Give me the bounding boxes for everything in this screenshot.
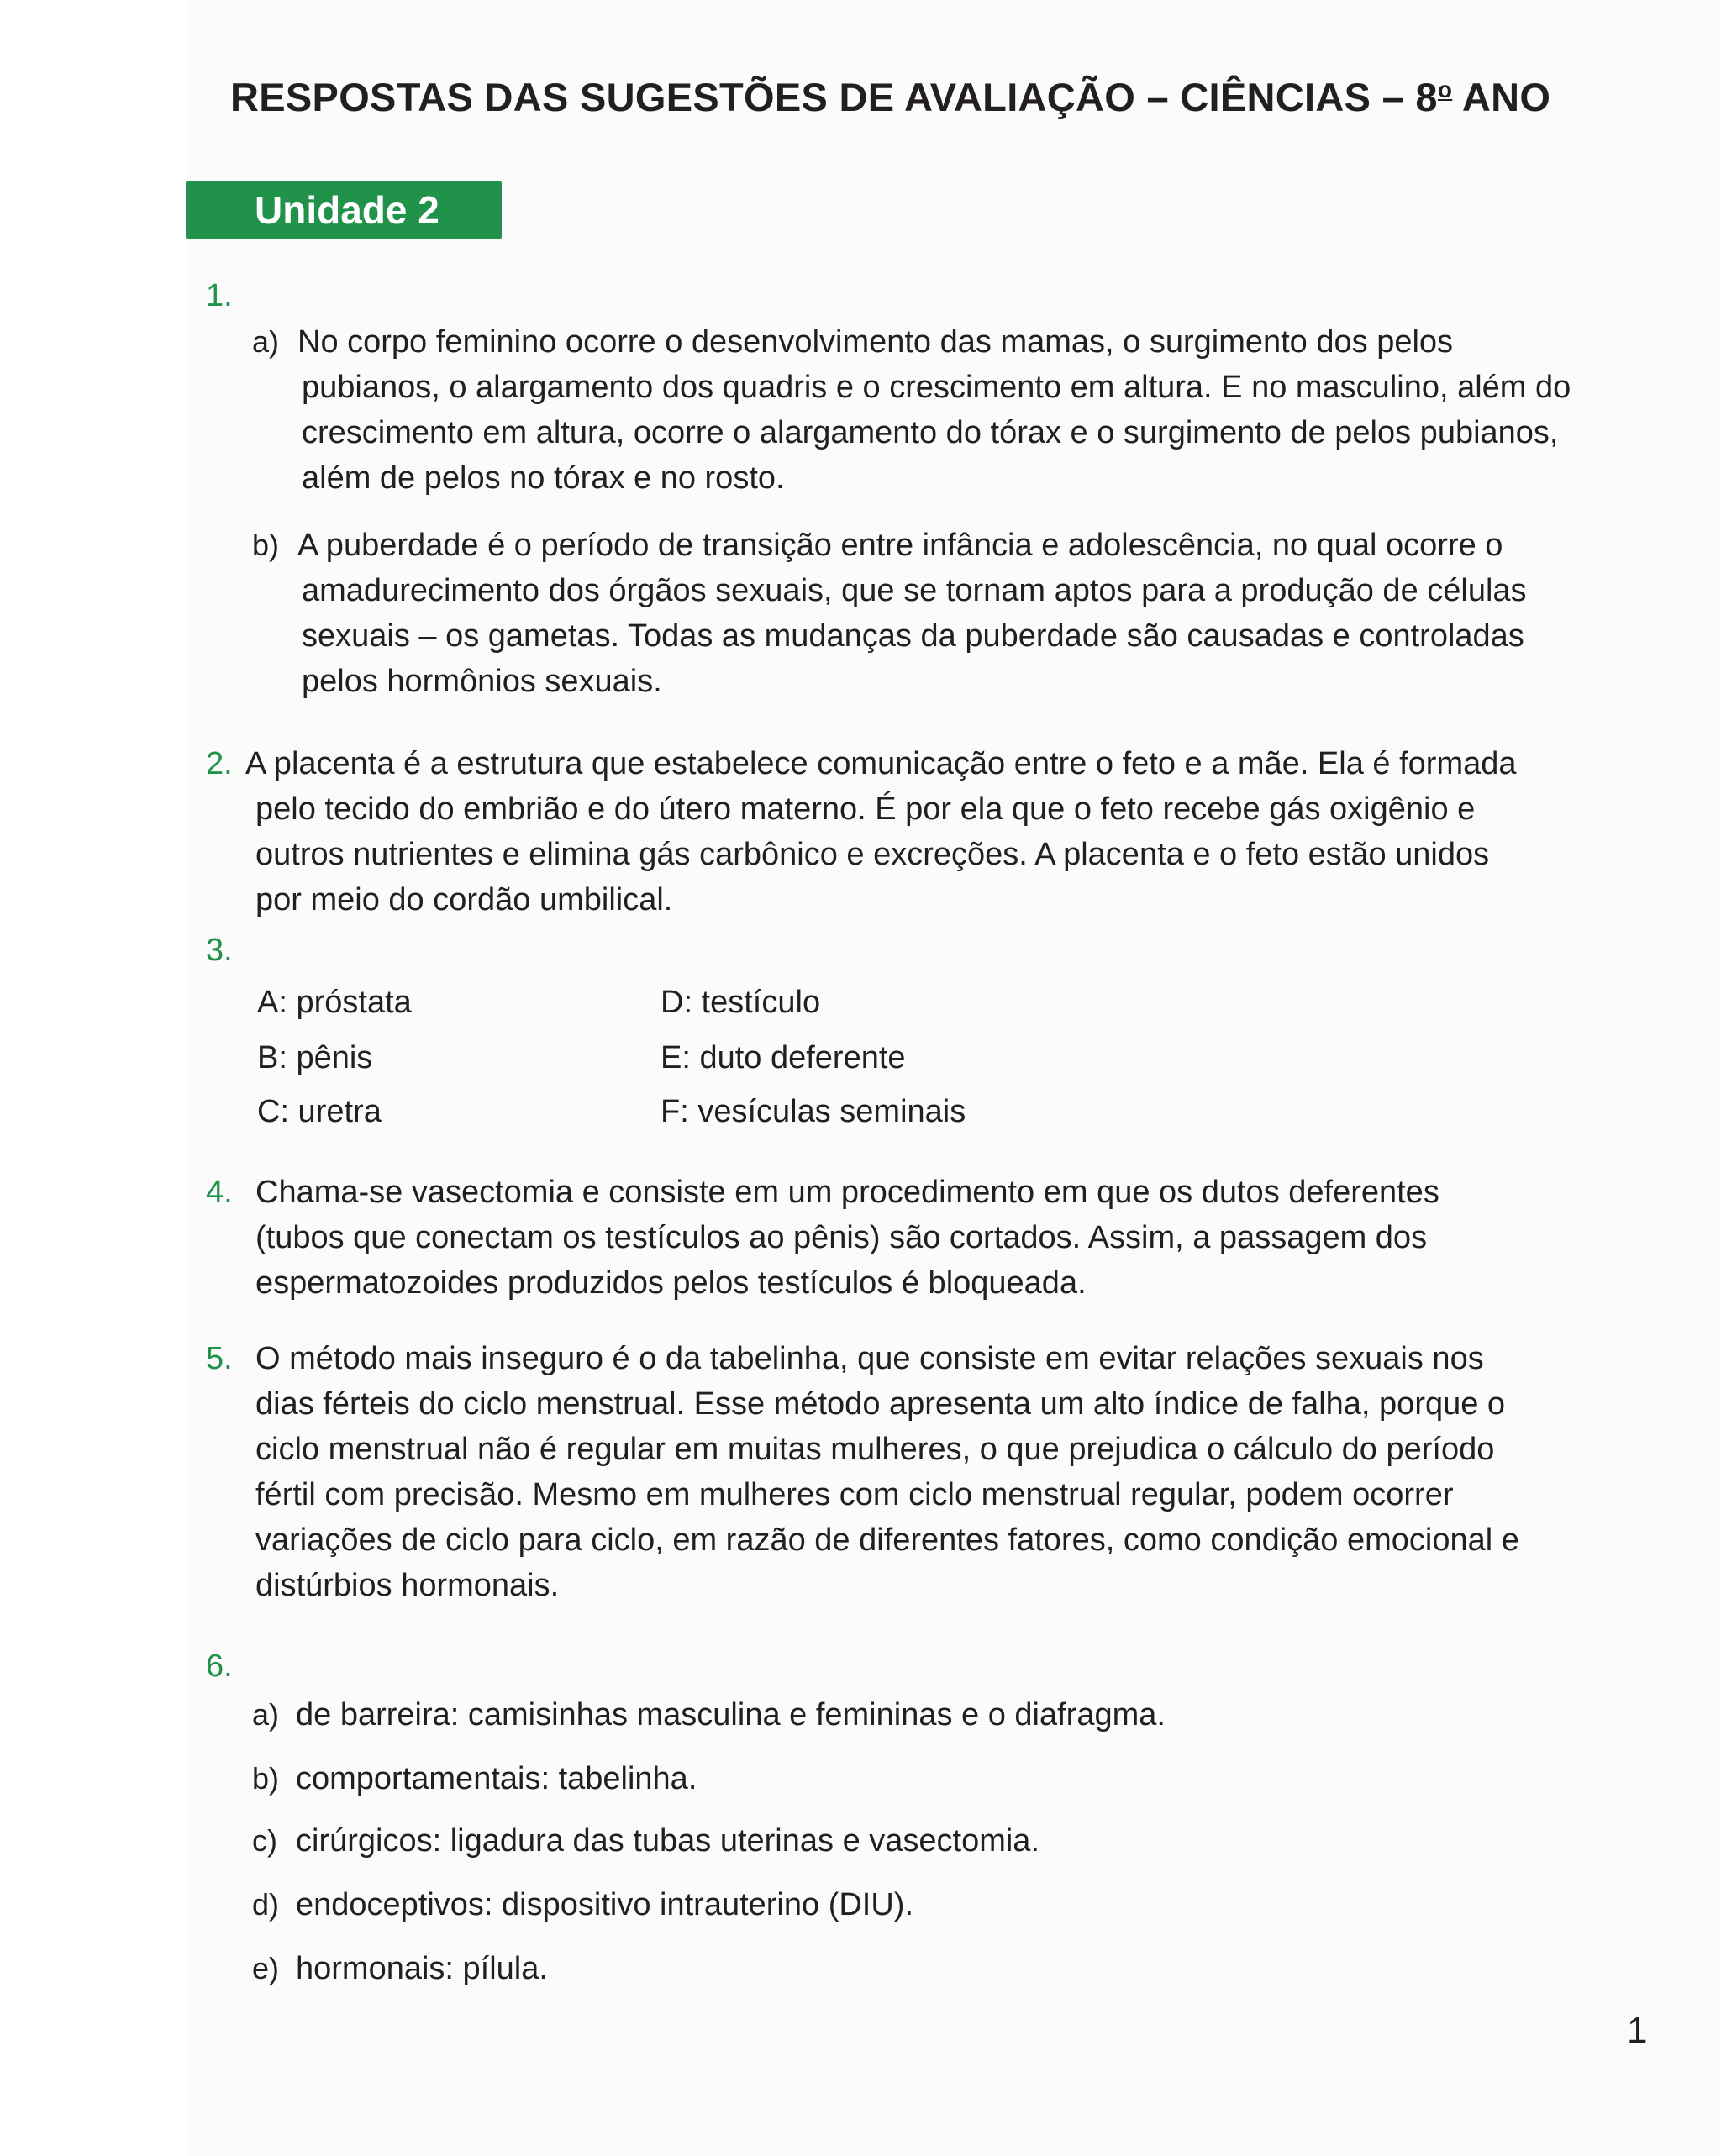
q6-item-letter: c)	[252, 1823, 277, 1858]
q3-label: A: próstata	[257, 985, 412, 1020]
q6-item-text: cirúrgicos: ligadura das tubas uterinas e vasectomia.	[296, 1823, 1040, 1859]
q3-label: C: uretra	[257, 1094, 382, 1129]
q1-a-line: No corpo feminino ocorre o desenvolvimento das mamas, o surgimento dos pelos	[297, 324, 1454, 360]
q3-label: E: duto deferente	[661, 1040, 906, 1075]
q2-line: outros nutrientes e elimina gás carbônico e excreções. A placenta e o feto estão unidos	[255, 837, 1490, 872]
question-3-number: 3.	[206, 933, 233, 968]
q6-item-letter: b)	[252, 1761, 280, 1796]
q4-line: espermatozoides produzidos pelos testículos é bloqueada.	[255, 1265, 1087, 1301]
q6-item-letter: e)	[252, 1951, 280, 1985]
q1-a-line: pubianos, o alargamento dos quadris e o crescimento em altura. E no masculino, além do	[302, 370, 1571, 405]
q5-line: ciclo menstrual não é regular em muitas mulheres, o que prejudica o cálculo do período	[255, 1432, 1495, 1467]
q6-item-letter: d)	[252, 1887, 280, 1922]
question-1-number: 1.	[206, 278, 233, 313]
q3-label: B: pênis	[257, 1040, 373, 1075]
q1-b-line: sexuais – os gametas. Todas as mudanças da puberdade são causadas e controladas	[302, 618, 1524, 654]
q5-line: variações de ciclo para ciclo, em razão de diferentes fatores, como condição emocional e	[255, 1522, 1519, 1558]
q5-line: O método mais inseguro é o da tabelinha, que consiste em evitar relações sexuais nos	[255, 1341, 1484, 1376]
q1-b-line: A puberdade é o período de transição entre infância e adolescência, no qual ocorre o	[297, 528, 1503, 563]
q2-line: A placenta é a estrutura que estabelece comunicação entre o feto e a mãe. Ela é formada	[245, 746, 1517, 781]
question-6-number: 6.	[206, 1649, 233, 1684]
q3-label: D: testículo	[661, 985, 821, 1020]
q5-line: fértil com precisão. Mesmo em mulheres com ciclo menstrual regular, podem ocorrer	[255, 1477, 1454, 1512]
page-number: 1	[1627, 2010, 1648, 2051]
unit-badge: Unidade 2	[186, 181, 502, 239]
q4-line: Chama-se vasectomia e consiste em um procedimento em que os dutos deferentes	[255, 1175, 1439, 1210]
q6-item-text: comportamentais: tabelinha.	[296, 1761, 697, 1796]
q1-a-line: além de pelos no tórax e no rosto.	[302, 460, 785, 496]
q1-a-letter: a)	[252, 324, 280, 359]
q1-a-line: crescimento em altura, ocorre o alargamento do tórax e o surgimento de pelos pubianos,	[302, 415, 1559, 450]
ordinal-indicator: o	[1437, 76, 1453, 103]
q4-line: (tubos que conectam os testículos ao pênis) são cortados. Assim, a passagem dos	[255, 1220, 1428, 1255]
q6-item-letter: a)	[252, 1697, 280, 1732]
q1-b-line: pelos hormônios sexuais.	[302, 664, 662, 699]
question-2-number: 2.	[206, 746, 233, 781]
question-4-number: 4.	[206, 1175, 233, 1210]
q1-b-letter: b)	[252, 528, 280, 562]
q2-line: pelo tecido do embrião e do útero materno. É por ela que o feto recebe gás oxigênio e	[255, 791, 1476, 827]
q2-line: por meio do cordão umbilical.	[255, 882, 673, 918]
q5-line: dias férteis do ciclo menstrual. Esse método apresenta um alto índice de falha, porque o	[255, 1386, 1506, 1422]
q1-b-line: amadurecimento dos órgãos sexuais, que se tornam aptos para a produção de células	[302, 573, 1527, 608]
q5-line: distúrbios hormonais.	[255, 1568, 560, 1603]
q6-item-text: de barreira: camisinhas masculina e femininas e o diafragma.	[296, 1697, 1166, 1733]
page-title: RESPOSTAS DAS SUGESTÕES DE AVALIAÇÃO – CIÊNCIAS – 8$^o$ ANO	[230, 75, 1551, 119]
q6-item-text: endoceptivos: dispositivo intrauterino (DIU).	[296, 1887, 914, 1922]
q3-label: F: vesículas seminais	[661, 1094, 966, 1129]
question-5-number: 5.	[206, 1341, 233, 1376]
q6-item-text: hormonais: pílula.	[296, 1951, 548, 1986]
